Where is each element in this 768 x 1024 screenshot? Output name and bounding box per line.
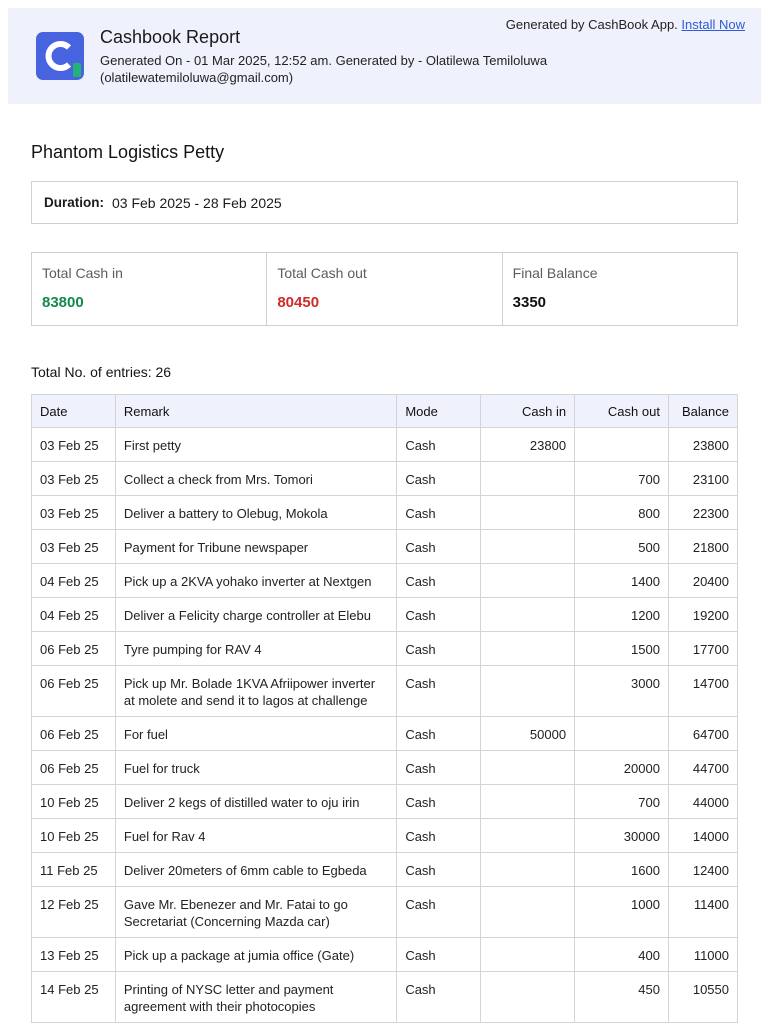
cell-mode: Cash (397, 717, 481, 751)
cashbook-logo-icon (36, 32, 84, 80)
cell-balance: 23100 (668, 462, 737, 496)
table-row (32, 972, 738, 1023)
cell-date: 03 Feb 25 (32, 530, 116, 564)
cell-remark: Fuel for truck (115, 751, 396, 785)
header-mode: Mode (397, 395, 481, 428)
totals-summary (31, 252, 738, 326)
cell-cash-in (481, 751, 575, 785)
cell-cash-out: 400 (575, 938, 669, 972)
cell-balance: 14700 (668, 666, 737, 717)
cell-date: 12 Feb 25 (32, 887, 116, 938)
cell-cash-in (481, 938, 575, 972)
cell-balance: 44700 (668, 751, 737, 785)
table-row (32, 462, 738, 496)
table-header-row (32, 395, 738, 428)
cell-remark: Fuel for Rav 4 (115, 819, 396, 853)
table-row (32, 632, 738, 666)
table-row (32, 785, 738, 819)
duration-value: 03 Feb 2025 - 28 Feb 2025 (112, 194, 282, 211)
cell-remark: Deliver 20meters of 6mm cable to Egbeda (115, 853, 396, 887)
cell-balance: 44000 (668, 785, 737, 819)
cell-cash-in (481, 462, 575, 496)
cell-date: 14 Feb 25 (32, 972, 116, 1023)
cell-balance: 23800 (668, 428, 737, 462)
total-cash-out (267, 253, 502, 325)
header-date: Date (32, 395, 116, 428)
cell-balance: 20400 (668, 564, 737, 598)
cell-cash-out: 1000 (575, 887, 669, 938)
cell-balance: 11400 (668, 887, 737, 938)
generated-by (506, 17, 745, 32)
cell-remark: Deliver a Felicity charge controller at Elebu (115, 598, 396, 632)
header-balance: Balance (668, 395, 737, 428)
cell-mode: Cash (397, 853, 481, 887)
table-row (32, 666, 738, 717)
report-meta: Generated On - 01 Mar 2025, 12:52 am. Generated by - Olatilewa Temiloluwa (olatilewatemiloluwa@gmail.com) (100, 53, 548, 85)
cell-cash-out: 450 (575, 972, 669, 1023)
report-title: Cashbook Report (100, 27, 241, 47)
cell-mode: Cash (397, 751, 481, 785)
cell-remark: First petty (115, 428, 396, 462)
cell-remark: Printing of NYSC letter and payment agreement with their photocopies (115, 972, 396, 1023)
cell-balance: 12400 (668, 853, 737, 887)
table-row (32, 717, 738, 751)
table-row (32, 887, 738, 938)
cell-cash-in (481, 598, 575, 632)
cell-mode: Cash (397, 632, 481, 666)
cell-remark: Pick up a package at jumia office (Gate) (115, 938, 396, 972)
final-balance-label: Final Balance (512, 265, 598, 281)
cell-cash-in (481, 972, 575, 1023)
cell-cash-out: 1600 (575, 853, 669, 887)
generated-by-text: Generated by CashBook App. (505, 17, 678, 32)
cell-remark: Deliver 2 kegs of distilled water to oju irin (115, 785, 396, 819)
cell-remark: Deliver a battery to Olebug, Mokola (115, 496, 396, 530)
cell-date: 13 Feb 25 (32, 938, 116, 972)
cell-mode: Cash (397, 972, 481, 1023)
cell-cash-in (481, 853, 575, 887)
cell-cash-out: 1200 (575, 598, 669, 632)
report-header (8, 8, 761, 104)
table-row (32, 428, 738, 462)
cell-balance: 10550 (668, 972, 737, 1023)
cell-date: 03 Feb 25 (32, 428, 116, 462)
table-row (32, 938, 738, 972)
table-row (32, 751, 738, 785)
table-row (32, 819, 738, 853)
cell-cash-out (575, 717, 669, 751)
entries-count: Total No. of entries: 26 (31, 364, 172, 380)
cell-cash-out: 700 (575, 462, 669, 496)
header-remark: Remark (115, 395, 396, 428)
cell-balance: 11000 (668, 938, 737, 972)
cell-cash-out: 30000 (575, 819, 669, 853)
cashbook-table (31, 394, 738, 1023)
cell-cash-in (481, 530, 575, 564)
table-row (32, 598, 738, 632)
install-now-link[interactable]: Install Now (681, 17, 745, 32)
cell-date: 03 Feb 25 (32, 496, 116, 530)
total-cash-in (32, 253, 267, 325)
cell-balance: 21800 (668, 530, 737, 564)
book-title: Phantom Logistics Petty (31, 142, 225, 162)
cell-mode: Cash (397, 785, 481, 819)
cell-mode: Cash (397, 598, 481, 632)
cell-remark: Pick up a 2KVA yohako inverter at Nextgen (115, 564, 396, 598)
cell-cash-in (481, 819, 575, 853)
cell-date: 06 Feb 25 (32, 717, 116, 751)
cell-date: 04 Feb 25 (32, 598, 116, 632)
cell-mode: Cash (397, 887, 481, 938)
cell-cash-in: 50000 (481, 717, 575, 751)
cell-cash-out: 20000 (575, 751, 669, 785)
cell-cash-in (481, 496, 575, 530)
cell-balance: 19200 (668, 598, 737, 632)
table-row (32, 530, 738, 564)
cell-cash-in (481, 887, 575, 938)
cell-date: 03 Feb 25 (32, 462, 116, 496)
cell-remark: Payment for Tribune newspaper (115, 530, 396, 564)
cell-remark: Pick up Mr. Bolade 1KVA Afriipower inverter at molete and send it to lagos at challenge (115, 666, 396, 717)
cell-date: 10 Feb 25 (32, 819, 116, 853)
cell-cash-in (481, 632, 575, 666)
cell-remark: Gave Mr. Ebenezer and Mr. Fatai to go Secretariat (Concerning Mazda car) (115, 887, 396, 938)
final-balance-value: 3350 (512, 294, 547, 311)
header-cash-in: Cash in (481, 395, 575, 428)
cell-date: 06 Feb 25 (32, 666, 116, 717)
duration-label: Duration: (44, 195, 104, 210)
cell-cash-out (575, 428, 669, 462)
total-cash-out-label: Total Cash out (277, 265, 367, 281)
cell-remark: Tyre pumping for RAV 4 (115, 632, 396, 666)
table-row (32, 853, 738, 887)
cell-cash-out: 1500 (575, 632, 669, 666)
cell-mode: Cash (397, 530, 481, 564)
cell-balance: 17700 (668, 632, 737, 666)
cell-mode: Cash (397, 938, 481, 972)
duration-box (31, 181, 738, 224)
header-cash-out: Cash out (575, 395, 669, 428)
cell-date: 11 Feb 25 (32, 853, 116, 887)
cell-remark: Collect a check from Mrs. Tomori (115, 462, 396, 496)
table-row (32, 496, 738, 530)
total-cash-in-label: Total Cash in (42, 265, 123, 281)
cell-mode: Cash (397, 462, 481, 496)
cell-mode: Cash (397, 666, 481, 717)
cell-cash-in (481, 564, 575, 598)
final-balance (503, 253, 737, 325)
cell-mode: Cash (397, 428, 481, 462)
cell-date: 04 Feb 25 (32, 564, 116, 598)
cell-cash-in: 23800 (481, 428, 575, 462)
cell-date: 06 Feb 25 (32, 632, 116, 666)
cell-mode: Cash (397, 564, 481, 598)
cell-mode: Cash (397, 819, 481, 853)
cell-cash-out: 1400 (575, 564, 669, 598)
cell-balance: 22300 (668, 496, 737, 530)
cell-cash-in (481, 785, 575, 819)
cell-cash-out: 700 (575, 785, 669, 819)
cell-cash-out: 3000 (575, 666, 669, 717)
cell-cash-out: 500 (575, 530, 669, 564)
cell-remark: For fuel (115, 717, 396, 751)
cell-cash-out: 800 (575, 496, 669, 530)
cell-mode: Cash (397, 496, 481, 530)
total-cash-out-value: 80450 (277, 294, 320, 311)
cell-balance: 64700 (668, 717, 737, 751)
cell-date: 06 Feb 25 (32, 751, 116, 785)
cell-balance: 14000 (668, 819, 737, 853)
cell-cash-in (481, 666, 575, 717)
total-cash-in-value: 83800 (42, 294, 84, 311)
cell-date: 10 Feb 25 (32, 785, 116, 819)
table-row (32, 564, 738, 598)
